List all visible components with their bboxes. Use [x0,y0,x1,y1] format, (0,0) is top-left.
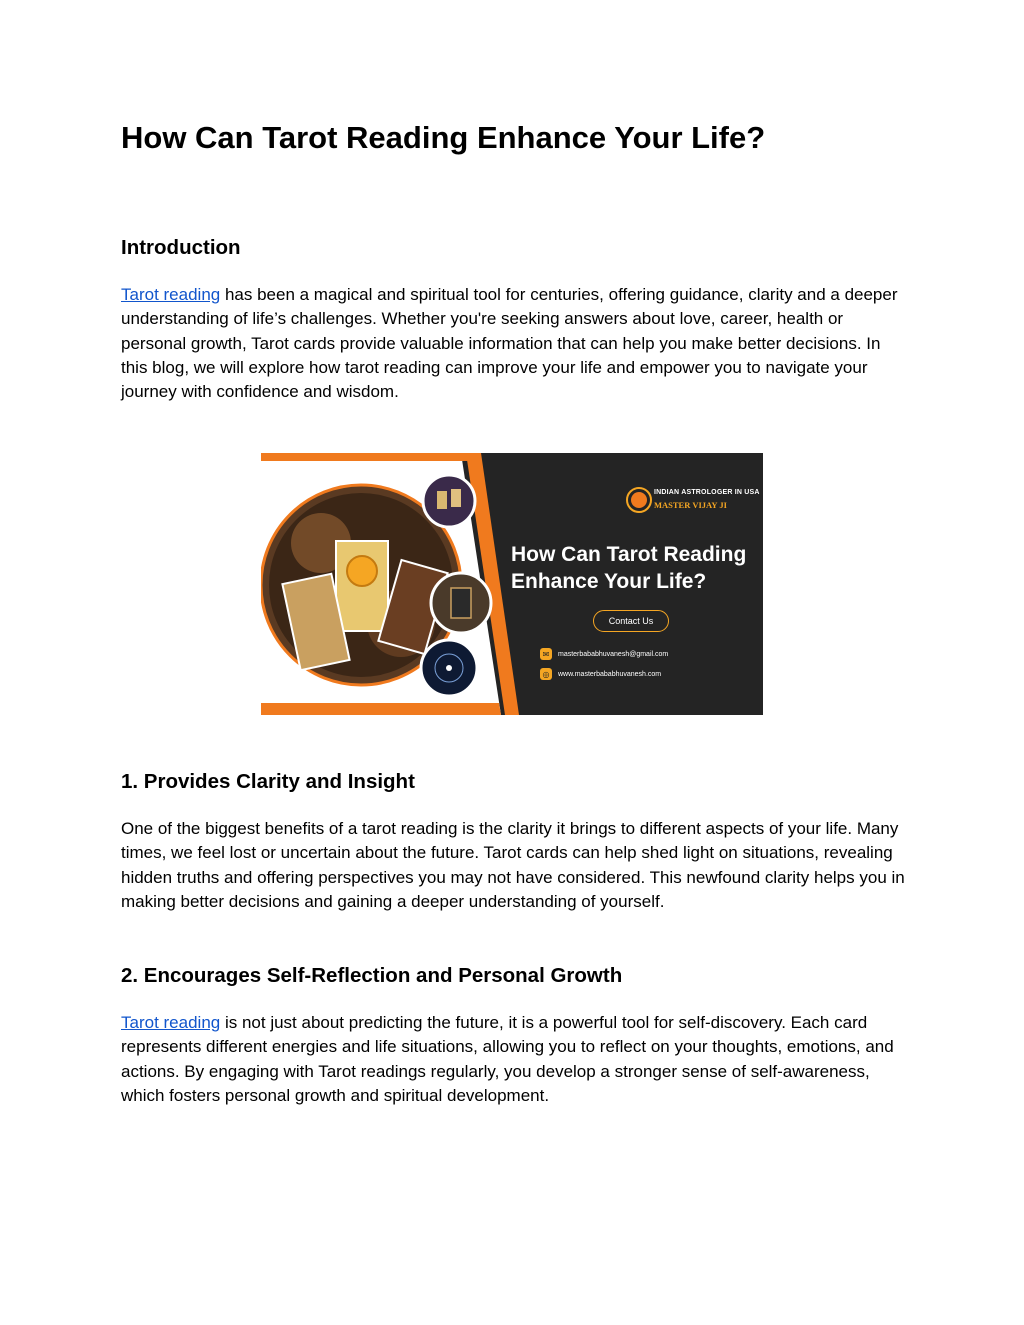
page-title: How Can Tarot Reading Enhance Your Life? [121,120,766,155]
globe-icon: ◎ [540,668,552,680]
logo-name: MASTER VIJAY JI [654,500,727,510]
orange-stripe-top [261,453,475,461]
small-circle-top [423,475,475,527]
intro-heading: Introduction [121,236,241,259]
website-row [540,667,661,681]
section-2-heading: 2. Encourages Self-Reflection and Personal Growth [121,964,623,987]
mail-icon: ✉ [540,648,552,660]
banner-title: How Can Tarot Reading Enhance Your Life? [511,543,747,593]
email-text: masterbababhuvanesh@gmail.com [558,650,669,658]
intro-text: has been a magical and spiritual tool for centuries, offering guidance, clarity and a deeper understanding of life’s challenges. Whether you're seeking answers about love, career, health or personal growth, Tarot cards provide valuable information that can help you make better decisions. In this blog, we will explore how tarot reading can improve your life and empower you to navigate your journey with confidence and wisdom. [121,285,898,402]
tarot-reading-link[interactable]: Tarot reading [121,285,221,304]
logo-subtitle: INDIAN ASTROLOGER IN USA [654,489,760,496]
orange-stripe-bottom [261,703,501,715]
intro-paragraph [121,283,911,404]
tarot-reading-link-2[interactable]: Tarot reading [121,1013,221,1032]
section-2-paragraph [121,1011,911,1108]
contact-us-button[interactable] [593,610,669,632]
email-row [540,647,668,661]
banner-image [261,453,763,715]
contact-us-label: Contact Us [608,616,654,626]
website-text: www.masterbababhuvanesh.com [558,670,662,678]
section-2-text: is not just about predicting the future, it is a powerful tool for self-discovery. Each card represents different energies and life situations, allowing you to reflect on your thoughts, emotions, and actions. By engaging with Tarot readings regularly, you develop a stronger sense of self-awareness, which fosters personal growth and spiritual development. [121,1013,894,1105]
section-1-paragraph: One of the biggest benefits of a tarot reading is the clarity it brings to different aspects of your life. Many times, we feel lost or uncertain about the future. Tarot cards can help shed light on situations, revealing hidden truths and offering perspectives you may not have considered. This newfound clarity helps you in making better decisions and gaining a deeper understanding of yourself. [121,819,905,911]
section-1-heading: 1. Provides Clarity and Insight [121,770,415,793]
